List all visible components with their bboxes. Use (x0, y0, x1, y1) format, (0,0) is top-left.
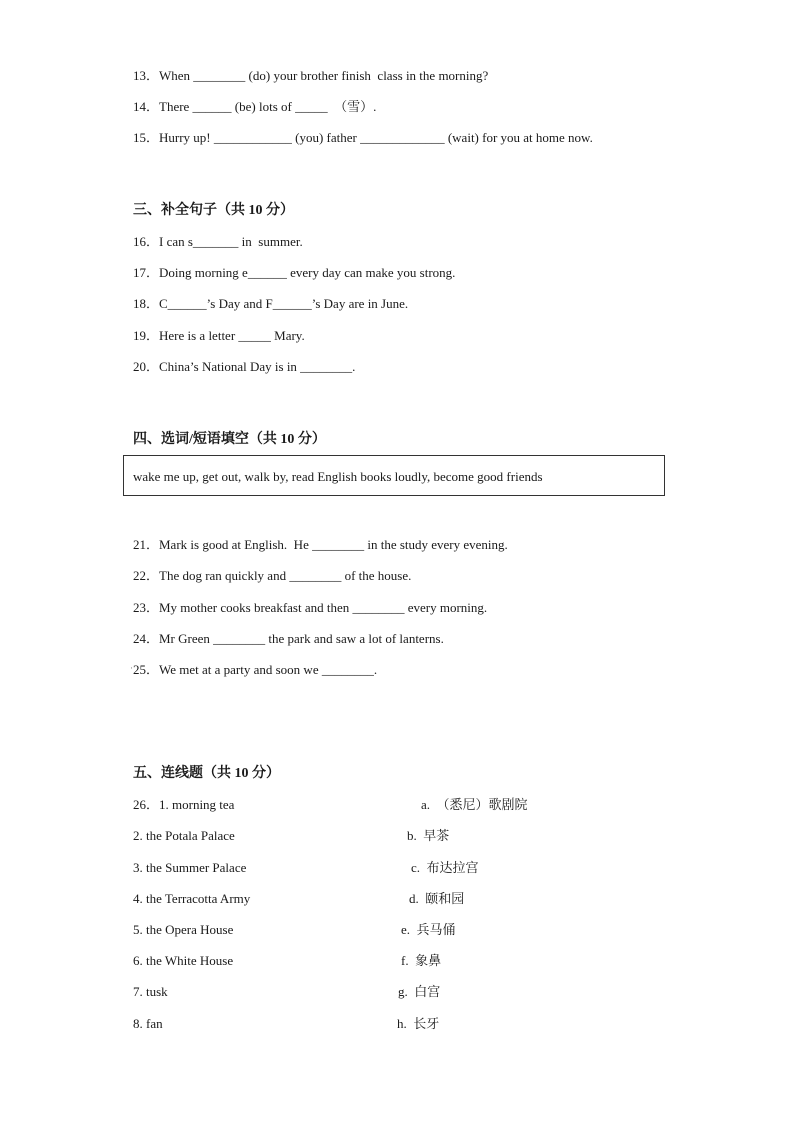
match-right-item: h. 长牙 (397, 1016, 440, 1031)
match-left-item: 6. the White House (133, 953, 234, 968)
match-left-item: 2. the Potala Palace (133, 828, 235, 843)
question-19: 19．Here is a letter _____ Mary. (133, 328, 305, 343)
match-right-item: g. 白宫 (398, 984, 441, 999)
match-right-item: d. 颐和园 (409, 891, 465, 906)
match-right-item: a. （悉尼）歌剧院 (421, 797, 528, 812)
match-left-item: 8. fan (133, 1016, 163, 1031)
question-16: 16．I can s_______ in summer. (133, 234, 303, 249)
match-left-item: 26．1. morning tea (133, 797, 235, 812)
section-heading-3: 三、补全句子（共 10 分） (133, 203, 294, 218)
question-22: 22．The dog ran quickly and ________ of the house. (133, 568, 412, 583)
match-left-item: 4. the Terracotta Army (133, 891, 251, 906)
question-14: 14．There ______ (be) lots of _____ （雪）. (133, 99, 377, 114)
question-13: 13．When ________ (do) your brother finish class in the morning? (133, 68, 489, 83)
question-20: 20．China’s National Day is in ________. (133, 359, 356, 374)
match-left-item: 7. tusk (133, 984, 168, 999)
word-bank-box (123, 455, 665, 496)
question-23: 23．My mother cooks breakfast and then ________ every morning. (133, 600, 488, 615)
match-right-item: b. 早茶 (407, 828, 450, 843)
question-25: 25．We met at a party and soon we ________. (133, 662, 378, 677)
match-right-item: c. 布达拉宫 (411, 860, 479, 875)
scan-mark: · (130, 663, 133, 673)
section-heading-4: 四、选词/短语填空（共 10 分） (133, 432, 326, 447)
match-left-item: 5. the Opera House (133, 922, 234, 937)
section-heading-5: 五、连线题（共 10 分） (133, 766, 280, 781)
question-24: 24．Mr Green ________ the park and saw a lot of lanterns. (133, 631, 444, 646)
question-15: 15．Hurry up! ____________ (you) father _____________ (wait) for you at home now. (133, 130, 593, 145)
match-right-item: f. 象鼻 (401, 953, 442, 968)
question-21: 21．Mark is good at English. He ________ in the study every evening. (133, 537, 508, 552)
match-left-item: 3. the Summer Palace (133, 860, 247, 875)
word-bank-text: wake me up, get out, walk by, read English books loudly, become good friends (133, 469, 543, 484)
question-18: 18．C______’s Day and F______’s Day are in June. (133, 296, 409, 311)
question-17: 17．Doing morning e______ every day can make you strong. (133, 265, 456, 280)
match-right-item: e. 兵马俑 (401, 922, 456, 937)
